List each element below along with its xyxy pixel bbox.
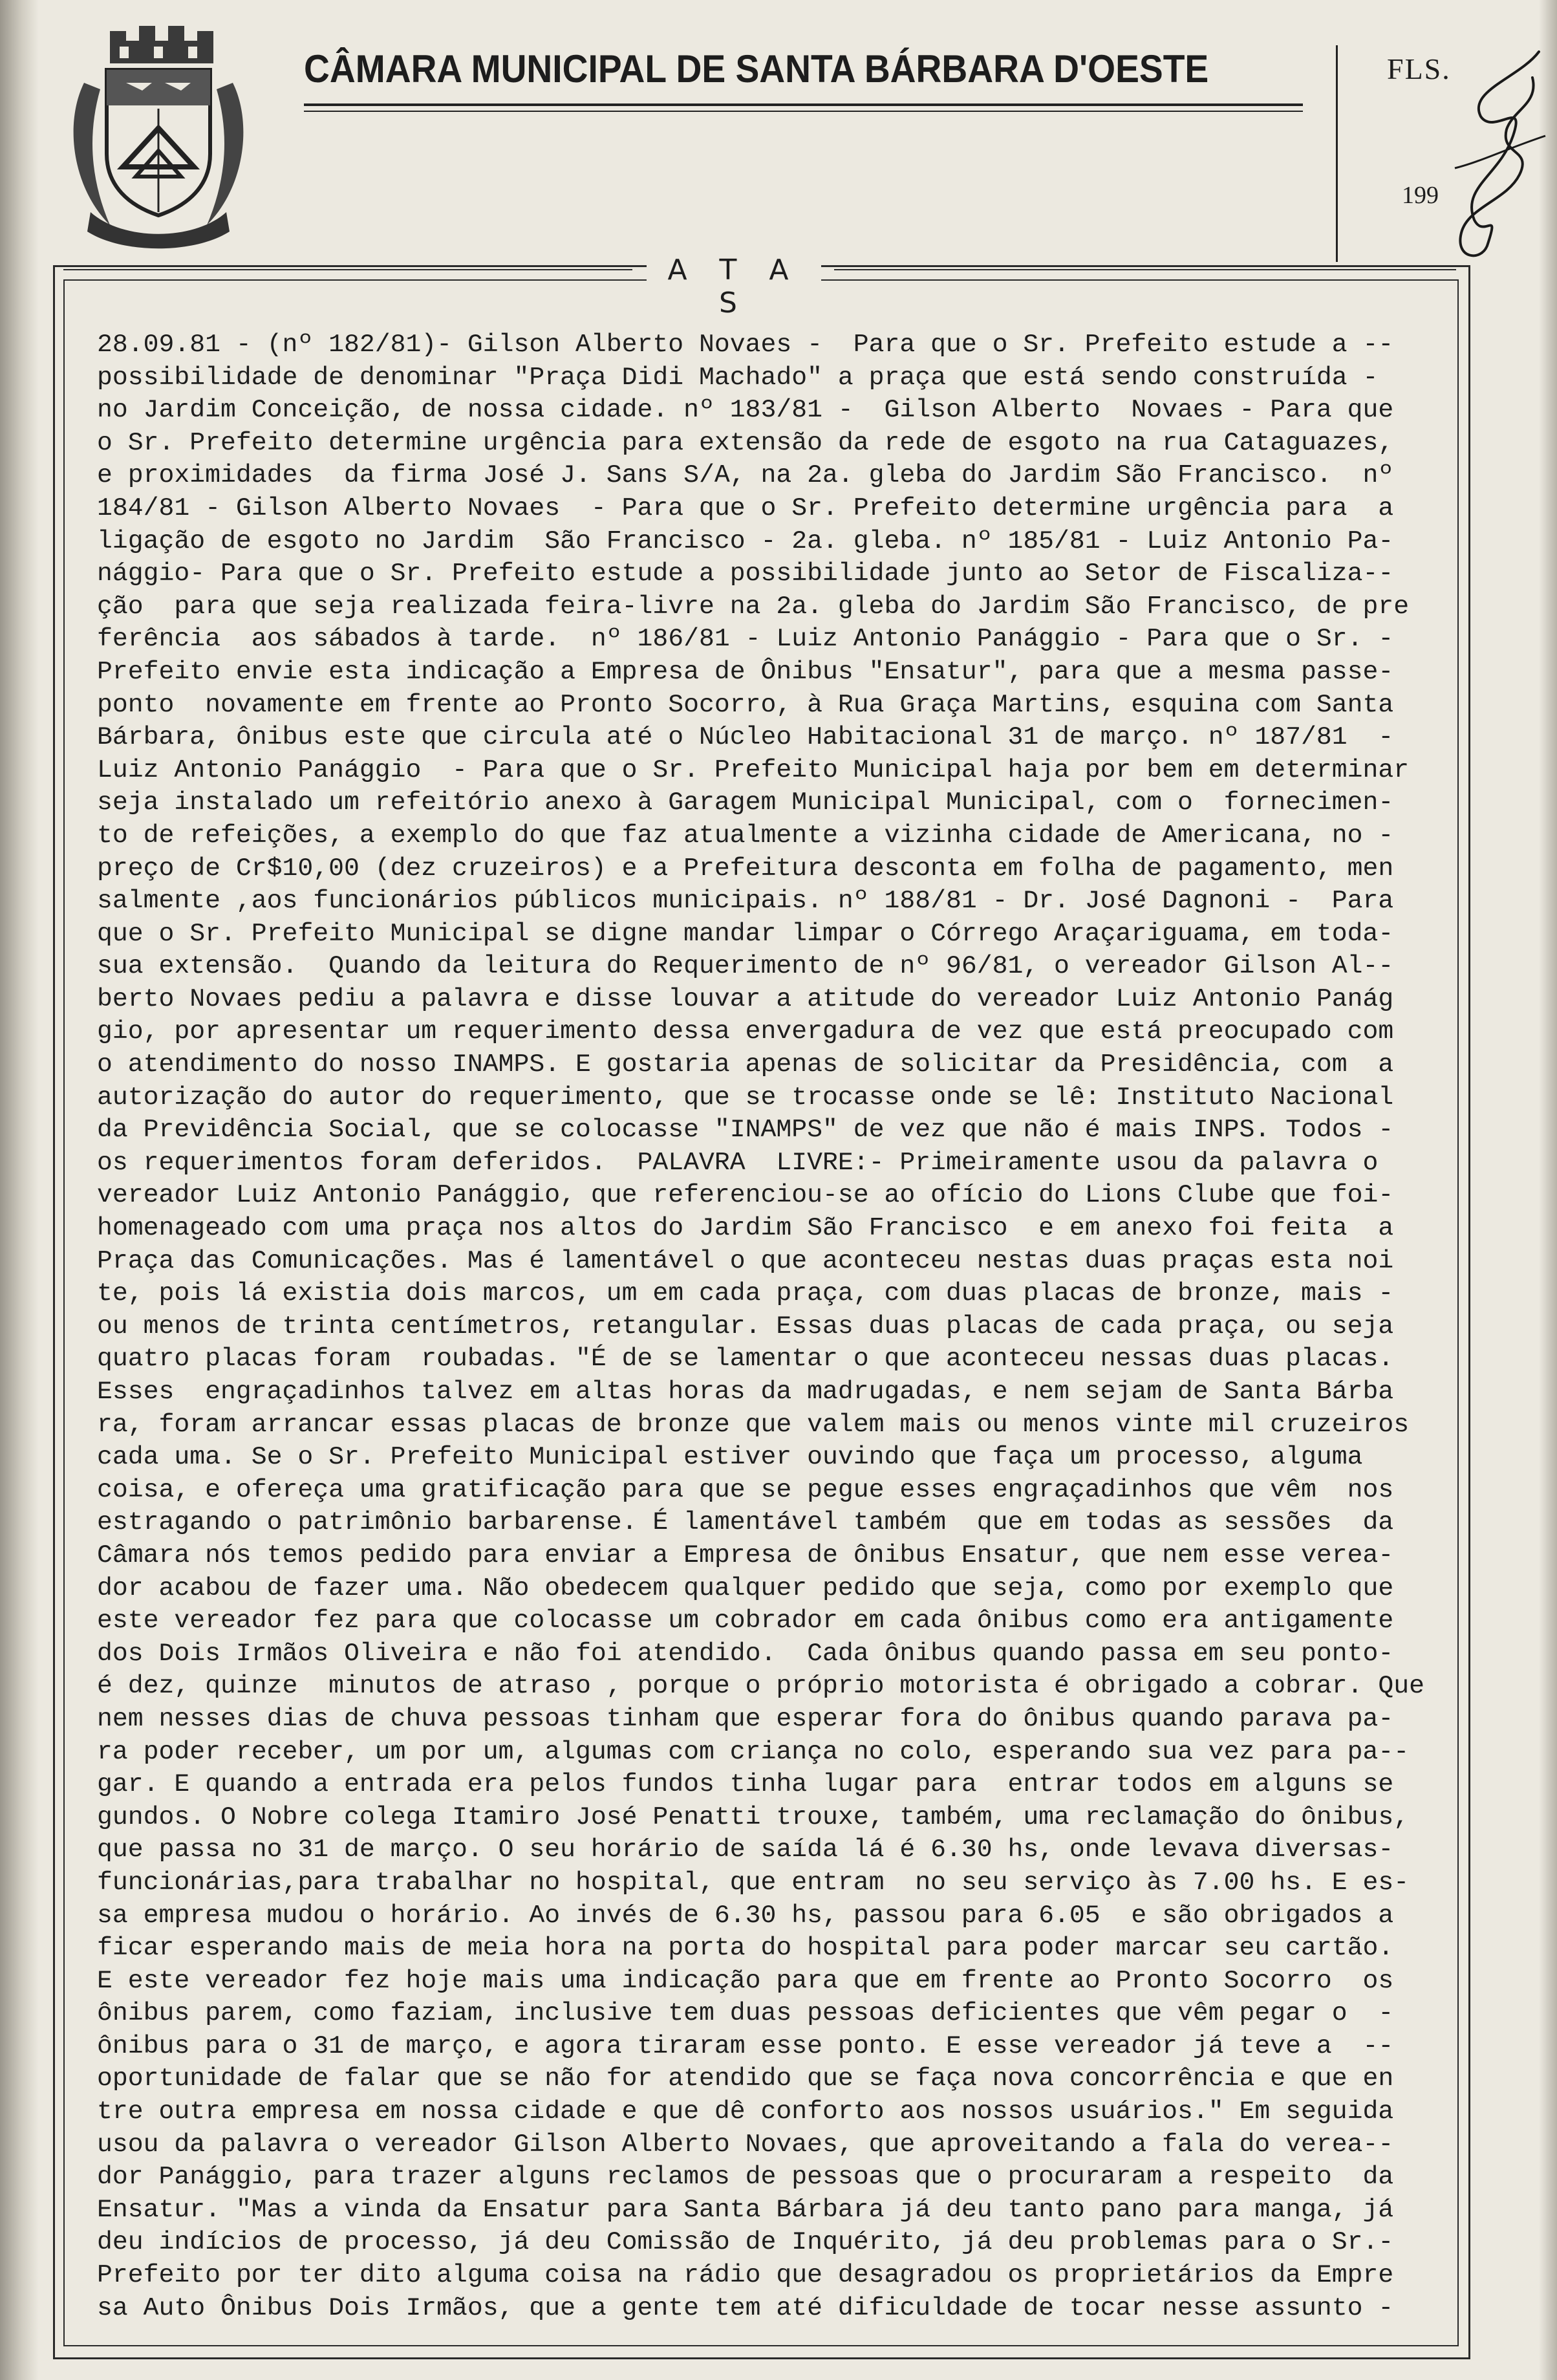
minutes-line: é dez, quinze minutos de atraso , porque o próprio motorista é obrigado a cobrar. Que: [97, 1672, 1424, 1701]
minutes-line: ligação de esgoto no Jardim São Francisco - 2a. gleba. nº 185/81 - Luiz Antonio Pa-: [97, 526, 1394, 556]
minutes-line: sa empresa mudou o horário. Ao invés de 6.30 hs, passou para 6.05 e são obrigados a: [97, 1901, 1394, 1930]
minutes-line: deu indícios de processo, já deu Comissão de Inquérito, já deu problemas para o Sr.-: [97, 2228, 1394, 2257]
minutes-line: ferência aos sábados à tarde. nº 186/81 - Luiz Antonio Panággio - Para que o Sr. -: [97, 625, 1394, 654]
signature: [1442, 39, 1552, 272]
minutes-line: que o Sr. Prefeito Municipal se digne mandar limpar o Córrego Araçariguama, em toda-: [97, 919, 1394, 948]
minutes-line: tre outra empresa em nossa cidade e que dê conforto aos nossos usuários." Em seguida: [97, 2097, 1394, 2126]
minutes-line: coisa, e ofereça uma gratificação para que se pegue esses engraçadinhos que vêm nos: [97, 1475, 1394, 1504]
minutes-line: nággio- Para que o Sr. Prefeito estude a possibilidade junto ao Setor de Fiscaliza--: [97, 559, 1394, 589]
minutes-line: usou da palavra o vereador Gilson Alberto Novaes, que aproveitando a fala do verea--: [97, 2130, 1394, 2159]
minutes-line: Ensatur. "Mas a vinda da Ensatur para Santa Bárbara já deu tanto pano para manga, já: [97, 2195, 1394, 2224]
minutes-line: ficar esperando mais de meia hora na porta do hospital para poder marcar seu cartão.: [97, 1934, 1394, 1963]
minutes-line: cada uma. Se o Sr. Prefeito Municipal estiver ouvindo que faça um processo, alguma: [97, 1443, 1363, 1472]
minutes-line: Praça das Comunicações. Mas é lamentável o que aconteceu nestas duas praças esta noi: [97, 1246, 1394, 1275]
minutes-line: preço de Cr$10,00 (dez cruzeiros) e a Prefeitura desconta em folha de pagamento, men: [97, 854, 1394, 883]
minutes-line: o Sr. Prefeito determine urgência para extensão da rede de esgoto na rua Cataguazes,: [97, 428, 1394, 457]
header-rule: [304, 103, 1303, 106]
institution-title: CÂMARA MUNICIPAL DE SANTA BÁRBARA D'OESTE: [304, 47, 1209, 91]
title-rule-left: [63, 269, 632, 270]
minutes-line: homenageado com uma praça nos altos do Jardim São Francisco e em anexo foi feita a: [97, 1214, 1394, 1243]
minutes-line: os requerimentos foram deferidos. PALAVRA LIVRE:- Primeiramente usou da palavra o: [97, 1148, 1379, 1177]
minutes-line: Câmara nós temos pedido para enviar a Empresa de ônibus Ensatur, que nem esse verea-: [97, 1541, 1394, 1570]
minutes-line: berto Novaes pediu a palavra e disse louvar a atitude do vereador Luiz Antonio Panág: [97, 984, 1394, 1013]
minutes-line: dor acabou de fazer uma. Não obedecem qualquer pedido que seja, como por exemplo que: [97, 1574, 1394, 1603]
page-number: 199: [1402, 182, 1439, 209]
minutes-line: oportunidade de falar que se não for atendido que se faça nova concorrência e que en: [97, 2064, 1394, 2093]
minutes-line: vereador Luiz Antonio Panággio, que referenciou-se ao ofício do Lions Clube que foi-: [97, 1181, 1394, 1210]
minutes-line: estragando o patrimônio barbarense. É lamentável também que em todas as sessões da: [97, 1508, 1394, 1537]
coat-of-arms-icon: [65, 18, 252, 251]
minutes-line: no Jardim Conceição, de nossa cidade. nº 183/81 - Gilson Alberto Novaes - Para que: [97, 396, 1394, 425]
folio-separator: [1336, 45, 1338, 262]
minutes-line: gio, por apresentar um requerimento dessa envergadura de vez que está preocupado com: [97, 1017, 1394, 1046]
minutes-line: salmente ,aos funcionários públicos municipais. nº 188/81 - Dr. José Dagnoni - Para: [97, 887, 1394, 916]
minutes-line: gar. E quando a entrada era pelos fundos tinha lugar para entrar todos em alguns se: [97, 1770, 1394, 1799]
minutes-line: dos Dois Irmãos Oliveira e não foi atendido. Cada ônibus quando passa em seu ponto-: [97, 1639, 1394, 1668]
minutes-line: 28.09.81 - (nº 182/81)- Gilson Alberto Novaes - Para que o Sr. Prefeito estude a --: [97, 330, 1394, 359]
minutes-line: gundos. O Nobre colega Itamiro José Penatti trouxe, também, uma reclamação do ônibus,: [97, 1802, 1410, 1832]
minutes-line: sa Auto Ônibus Dois Irmãos, que a gente tem até dificuldade de tocar nesse assunto -: [97, 2293, 1394, 2322]
header-rule-thin: [304, 111, 1303, 112]
minutes-line: dor Panággio, para trazer alguns reclamos de pessoas que o procuraram a respeito da: [97, 2163, 1394, 2192]
minutes-line: seja instalado um refeitório anexo à Garagem Municipal Municipal, com o fornecimen-: [97, 788, 1394, 817]
minutes-line: Prefeito envie esta indicação a Empresa de Ônibus "Ensatur", para que a mesma passe-: [97, 657, 1394, 686]
minutes-line: to de refeições, a exemplo do que faz atualmente a vizinha cidade de Americana, no -: [97, 821, 1394, 850]
minutes-line: nem nesses dias de chuva pessoas tinham que esperar fora do ônibus quando parava pa-: [97, 1704, 1394, 1733]
minutes-line: possibilidade de denominar "Praça Didi Machado" a praça que está sendo construída -: [97, 363, 1379, 392]
minutes-line: sua extensão. Quando da leitura do Requerimento de nº 96/81, o vereador Gilson Al--: [97, 952, 1394, 981]
minutes-line: ra poder receber, um por um, algumas com criança no colo, esperando sua vez para pa--: [97, 1737, 1410, 1766]
minutes-line: ra, foram arrancar essas placas de bronze que valem mais ou menos vinte mil cruzeiros: [97, 1410, 1410, 1439]
minutes-line: ção para que seja realizada feira-livre na 2a. gleba do Jardim São Francisco, de pre: [97, 592, 1410, 621]
binding-shadow: [0, 0, 39, 2380]
minutes-line: te, pois lá existia dois marcos, um em cada praça, com duas placas de bronze, mais -: [97, 1279, 1394, 1308]
minutes-line: ou menos de trinta centímetros, retangular. Essas duas placas de cada praça, ou seja: [97, 1312, 1394, 1341]
minutes-line: ônibus parem, como faziam, inclusive tem duas pessoas deficientes que vêm pegar o -: [97, 1999, 1394, 2028]
minutes-line: ônibus para o 31 de março, e agora tiraram esse ponto. E esse vereador já teve a --: [97, 2031, 1394, 2061]
minutes-line: ponto novamente em frente ao Pronto Socorro, à Rua Graça Martins, esquina com Santa: [97, 690, 1394, 719]
minutes-line: autorização do autor do requerimento, que se trocasse onde se lê: Instituto Nacional: [97, 1083, 1394, 1112]
section-title: A T A S: [647, 254, 821, 319]
minutes-line: 184/81 - Gilson Alberto Novaes - Para que o Sr. Prefeito determine urgência para a: [97, 493, 1394, 523]
minutes-line: Prefeito por ter dito alguma coisa na rádio que desagradou os proprietários da Empre: [97, 2261, 1394, 2290]
title-rule-right: [834, 269, 1456, 270]
minutes-line: Luiz Antonio Panággio - Para que o Sr. Prefeito Municipal haja por bem em determinar: [97, 755, 1410, 784]
minutes-line: Bárbara, ônibus este que circula até o Núcleo Habitacional 31 de março. nº 187/81 -: [97, 723, 1394, 752]
minutes-line: funcionárias,para trabalhar no hospital, que entram no seu serviço às 7.00 hs. E es-: [97, 1868, 1410, 1897]
minutes-line: E este vereador fez hoje mais uma indicação para que em frente ao Pronto Socorro os: [97, 1966, 1394, 1995]
minutes-line: quatro placas foram roubadas. "É de se lamentar o que aconteceu nessas duas placas.: [97, 1345, 1394, 1374]
minutes-line: Esses engraçadinhos talvez em altas horas da madrugadas, e nem sejam de Santa Bárba: [97, 1378, 1394, 1406]
page-edge-shadow: [1539, 0, 1557, 2380]
minutes-line: o atendimento do nosso INAMPS. E gostaria apenas de solicitar da Presidência, com a: [97, 1050, 1394, 1079]
minutes-line: este vereador fez para que colocasse um cobrador em cada ônibus como era antigamente: [97, 1606, 1394, 1636]
minutes-line: da Previdência Social, que se colocasse "INAMPS" de vez que não é mais INPS. Todos -: [97, 1116, 1394, 1145]
minutes-line: e proximidades da firma José J. Sans S/A, na 2a. gleba do Jardim São Francisco. nº: [97, 461, 1394, 490]
minutes-body: [97, 329, 1461, 2324]
minutes-line: que passa no 31 de março. O seu horário de saída lá é 6.30 hs, onde levava diversas-: [97, 1835, 1394, 1865]
folio-label: FLS.: [1387, 52, 1451, 85]
